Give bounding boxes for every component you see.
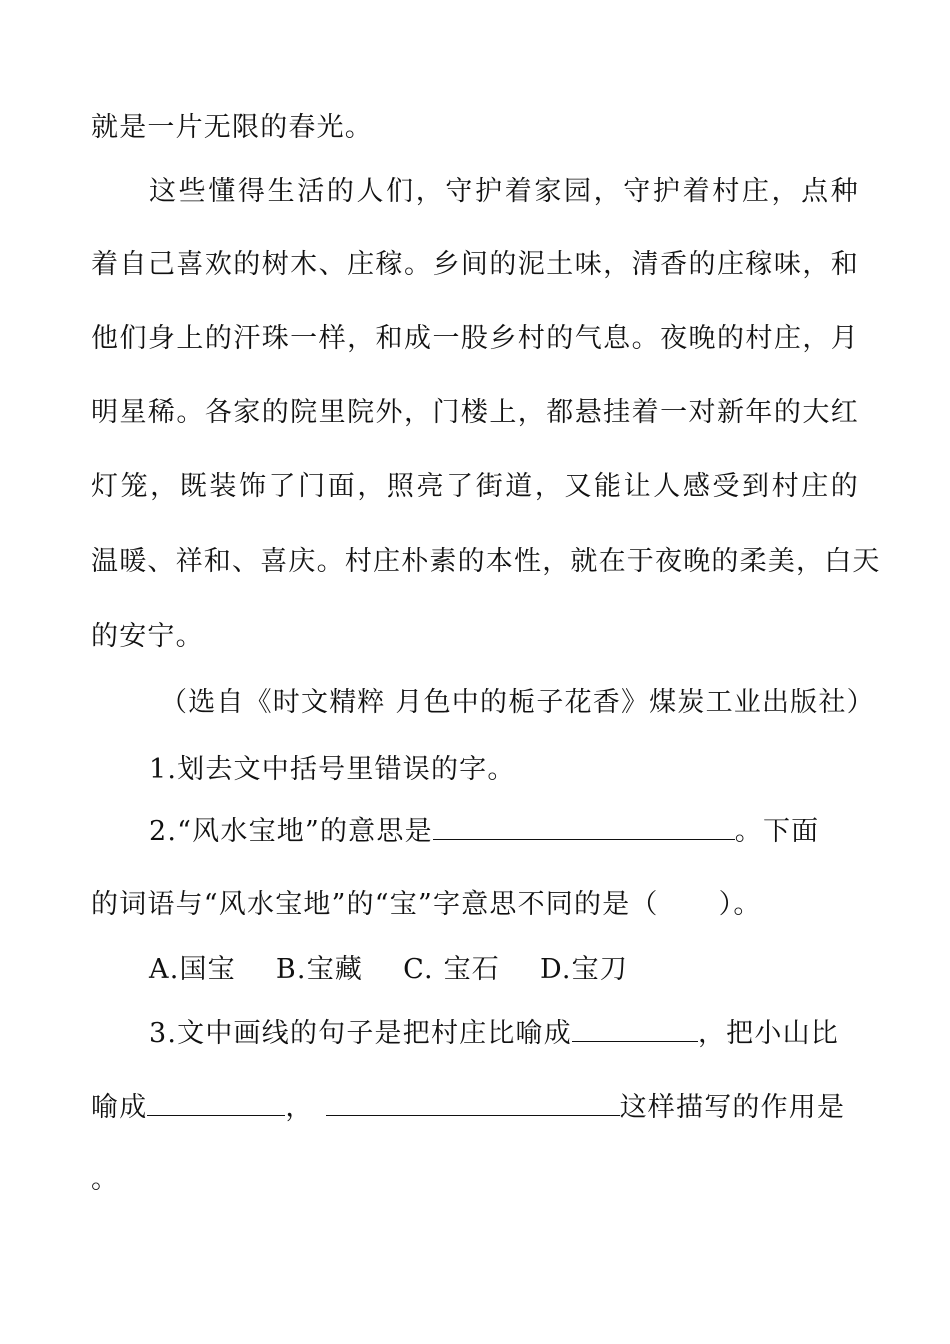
option-c: C. 宝石	[403, 954, 500, 985]
passage-line-5: 明星稀。各家的院里院外，门楼上，都悬挂着一对新年的大红	[91, 397, 859, 428]
question-3-text-cont: 喻成	[91, 1092, 148, 1123]
option-b: B.宝藏	[275, 954, 364, 985]
question-2-line-2	[91, 885, 859, 925]
source-citation: （选自《时文精粹 月色中的栀子花香》煤炭工业出版社）	[160, 687, 875, 718]
question-3-line-1	[149, 1013, 859, 1054]
passage-line-6: 灯笼，既装饰了门面，照亮了街道，又能让人感受到村庄的	[91, 471, 859, 502]
passage-line-7: 温暖、祥和、喜庆。村庄朴素的本性，就在于夜晚的柔美，白天	[91, 546, 881, 577]
question-2-text-cont: 的词语与“风水宝地”的“宝”字意思不同的是（	[91, 889, 659, 920]
question-2-close: ）。	[718, 889, 762, 920]
passage-line-8: 的安宁。	[91, 621, 204, 652]
answer-blank-village[interactable]	[572, 1013, 698, 1042]
question-2-options	[149, 950, 859, 990]
answer-blank-effect[interactable]	[326, 1087, 620, 1116]
passage-line-3: 着自己喜欢的树木、庄稼。乡间的泥土味，清香的庄稼味，和	[91, 249, 859, 280]
question-3-text: 3.文中画线的句子是把村庄比喻成	[149, 1018, 572, 1049]
passage-line-1: 就是一片无限的春光。	[91, 112, 373, 143]
question-3-text-mid: ，把小山比	[697, 1018, 839, 1049]
passage-line-4: 他们身上的汗珠一样，和成一股乡村的气息。夜晚的村庄，月	[91, 323, 859, 354]
question-2-text: 2.“风水宝地”的意思是	[149, 816, 433, 847]
passage-line-2: 这些懂得生活的人们，守护着家园，守护着村庄，点种	[149, 176, 859, 207]
question-3-comma: ，	[285, 1092, 314, 1123]
question-1: 1.划去文中括号里错误的字。	[149, 754, 516, 785]
question-3-line-2	[91, 1087, 859, 1128]
option-a: A.国宝	[149, 954, 236, 985]
option-d: D.宝刀	[540, 954, 629, 985]
answer-blank-hill[interactable]	[147, 1087, 285, 1116]
question-3-line-3: 。	[91, 1164, 120, 1195]
question-2-line-1	[149, 811, 859, 852]
question-2-text-end: 。下面	[734, 816, 820, 847]
answer-blank-meaning[interactable]	[433, 811, 735, 840]
question-3-text-end: 这样描写的作用是	[619, 1092, 846, 1123]
